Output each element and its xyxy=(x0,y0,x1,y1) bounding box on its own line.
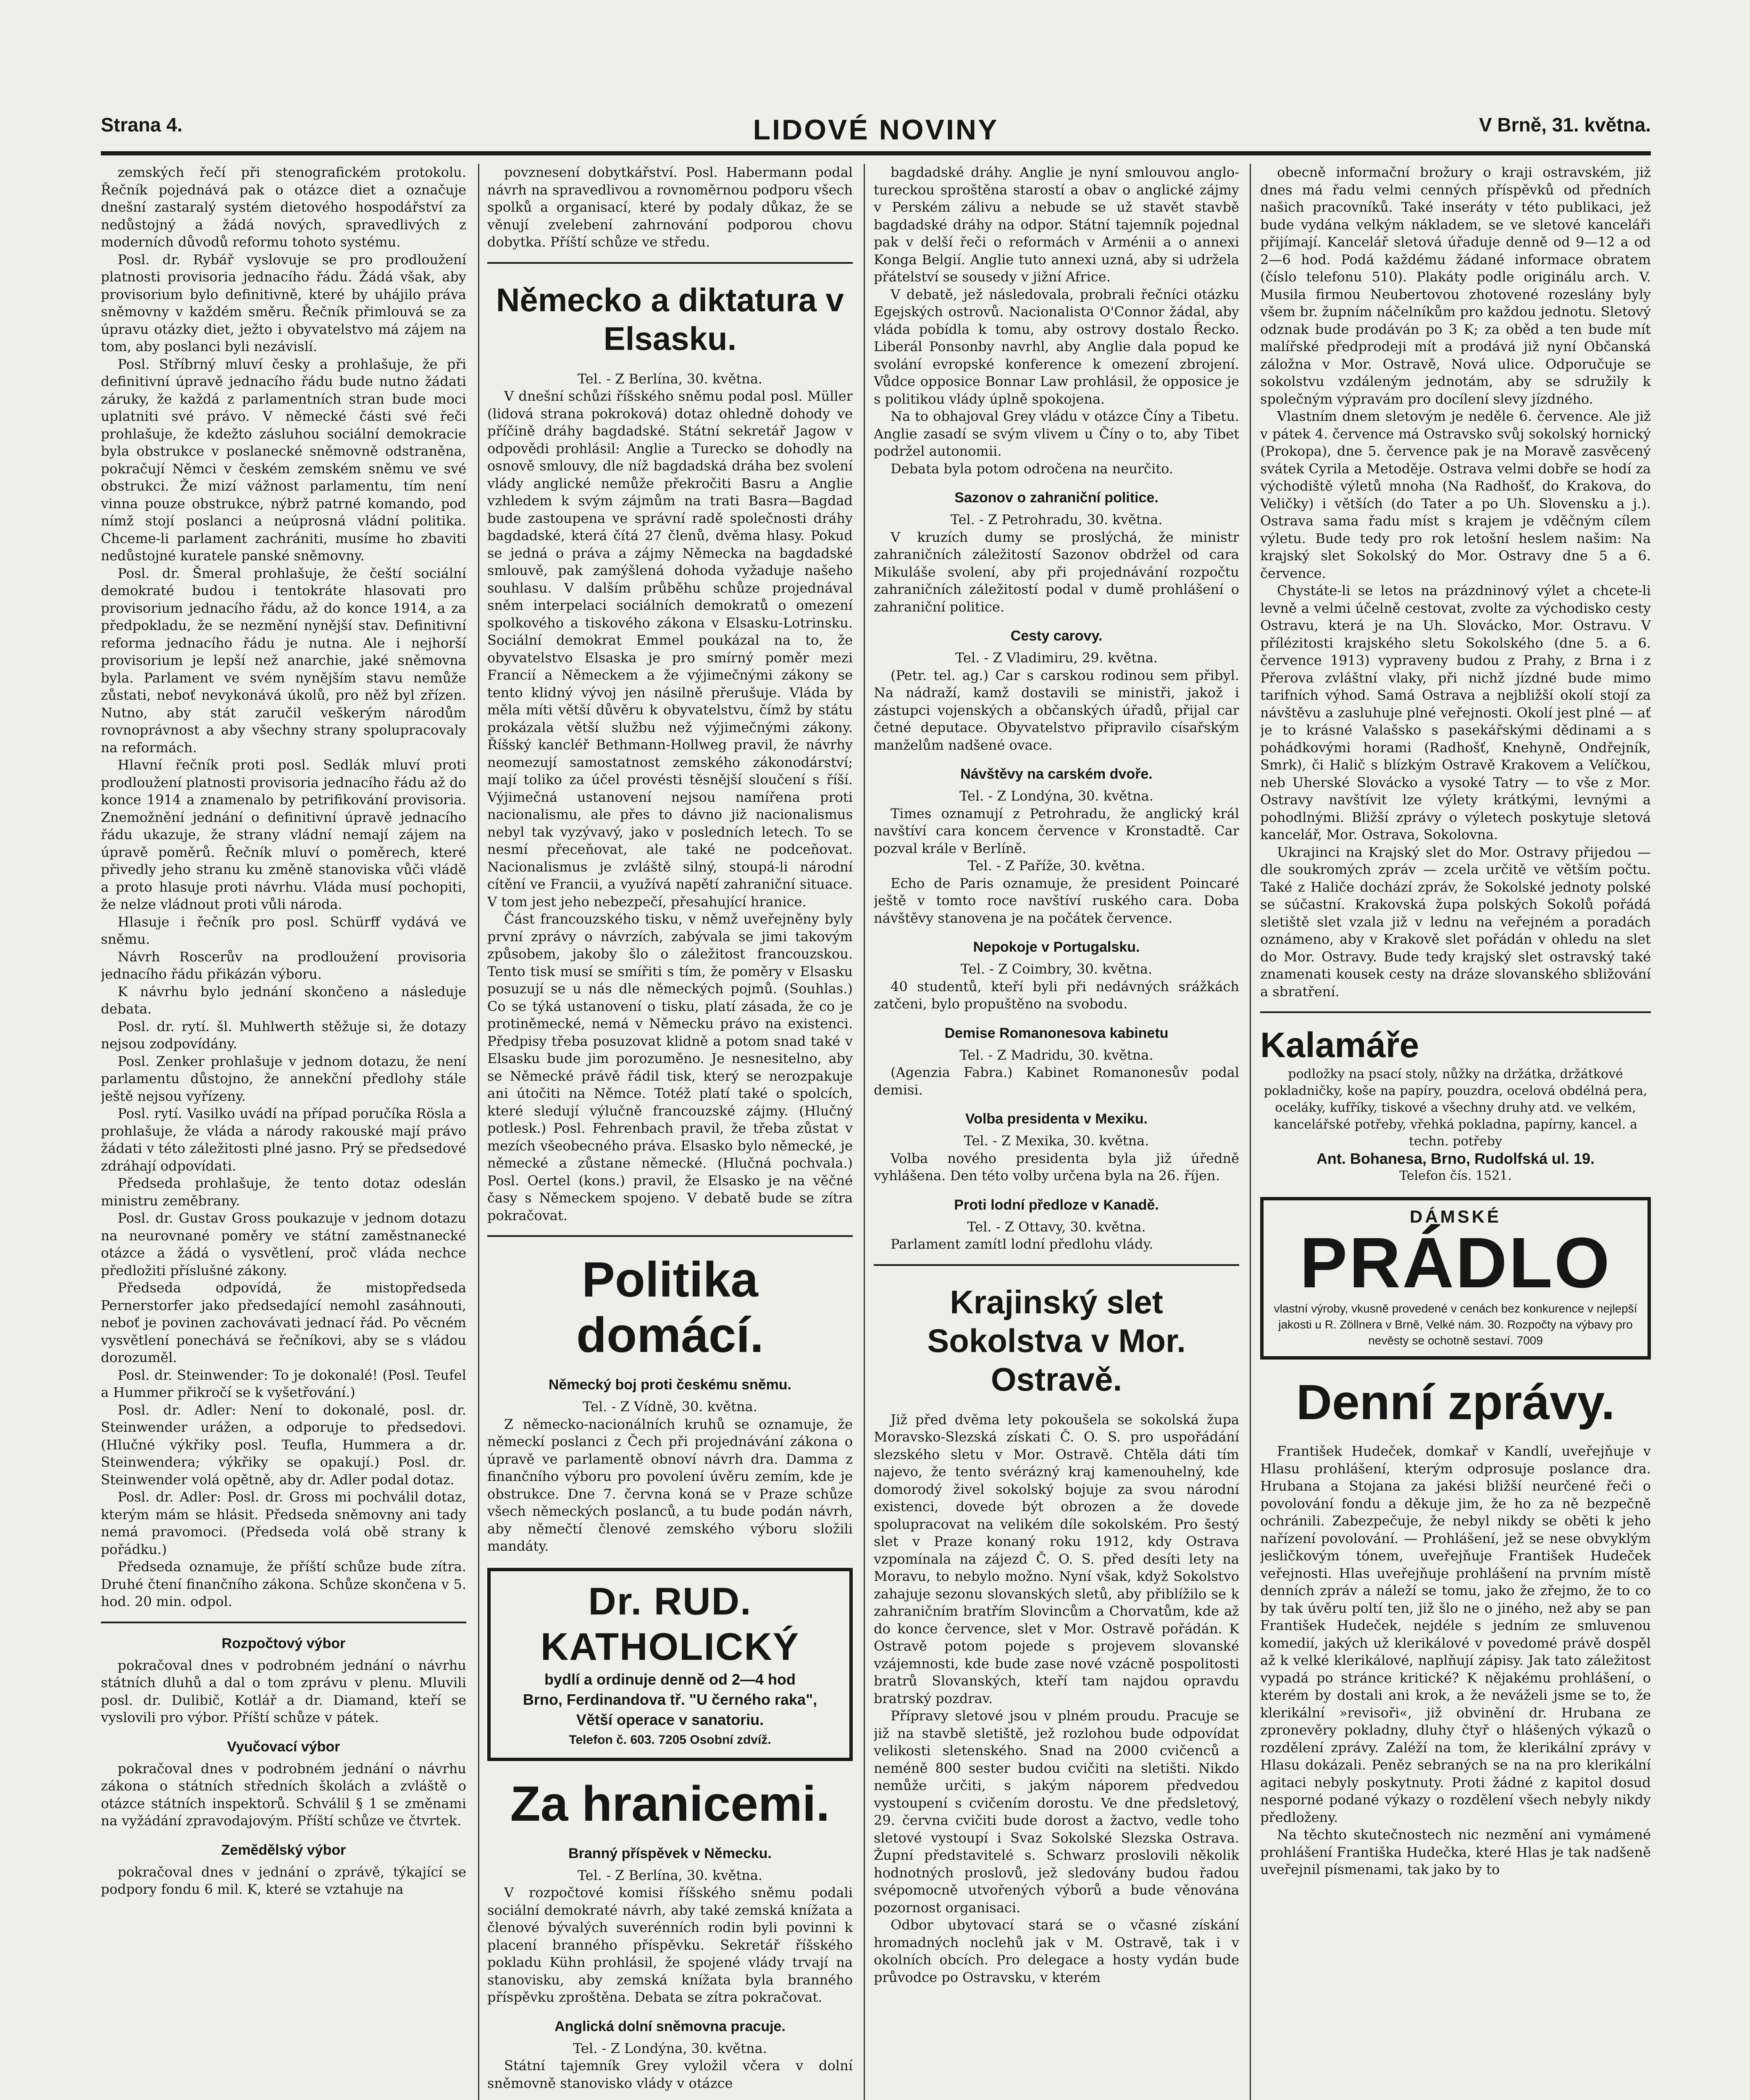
article-paragraph: povznesení dobytkářství. Posl. Habermann podal návrh na spravedlivou a rovnoměrnou podporu všech spolků a organisací, které by podaly důkaz, že se věnují zvelebení zahrnování podporou chovu dobytka. Příští schůze ve středu. xyxy=(487,164,853,250)
dateline: Tel. - Z Coimbry, 30. května. xyxy=(960,961,1153,977)
ad-pradlo-text: vlastní výroby, vkusně provedené v cenách bez konkurence v nejlepší jakosti u R. Zöllnera v Brně, Velké nám. 30. Rozpočty na výbavy pro nevěsty se ochotně sestaví. 7009 xyxy=(1274,1302,1637,1347)
ad-doctor-name: Dr. RUD. KATHOLICKÝ xyxy=(540,1580,800,1668)
subheading-proti: Proti lodní předloze v Kanadě. xyxy=(954,1197,1159,1213)
article-paragraph: K návrhu bylo jednání skončeno a následuje debata. xyxy=(101,983,466,1017)
section-divider xyxy=(487,1235,853,1237)
article-paragraph: Hlavní řečník proti posl. Sedlák mluví proti prodloužení platnosti provisoria jednacího řádu až do konce 1914 a znamenalo by petrifikování provisoria. Znemožnění jednání o definitivní úpravě jednacího řádu ukazuje, že strany vládní nemají zájem na úpravě poměrů. Řečník mluví o poměrech, které přivedly jeho stranu ku změně stanoviska vůči vládě a proto hlasuje proti návrhu. Vláda musí pochopiti, že nelze vládnout proti vůli národa. xyxy=(101,757,466,912)
issue-date: V Brně, 31. května. xyxy=(1479,114,1651,136)
ad-kalamare-text: podložky na psací stoly, nůžky na držátka, držátkové pokladničky, koše na papíry, pouzdra, ocelová obdélná pera, oceláky, kufříky, tiskové a všechny druhy atd. ve velkém, kancelářské potřeby, vřehká pokladna, papírny, kancel. a techn. potřeby xyxy=(1264,1067,1648,1149)
advertisement-katholicky xyxy=(487,1568,853,1761)
article-paragraph: Vlastním dnem sletovým je neděle 6. července. Ale již v pátek 4. července má Ostravsko svůj sokolský hornický (Prokopa), dne 5. července pak je na Moravě zasvěcený svátek Cyrila a Metoděje. Ostrava velmi dobře se hodí za východiště výletů mnoha (Na Radhošť, do Krakova, do Veličky) i větších (do Tater a po Uh. Slovensku a j.). Ostrava sama řadu míst s krajem je vděčným cílem výletu. Bude tedy pro rok letošní heslem našim: Na krajský slet Sokolský do Mor. Ostravy dne 5 a 6. července. xyxy=(1260,408,1651,581)
headline-slet: Krajinský slet Sokolstva v Mor. Ostravě. xyxy=(927,1283,1186,1398)
article-paragraph: Předseda odpovídá, že mistopředseda Pernerstorfer jako předsedající nemohl zasáhnouti, neboť je povinen zachovávati jednací řád. Po věcném vysvětlení ponechává se řečníkovi, aby se s vládou dorozuměl. xyxy=(101,1280,466,1365)
ad-line: Telefon č. 603. 7205 Osobní zdvíž. xyxy=(569,1732,771,1747)
advertisement-pradlo xyxy=(1260,1197,1651,1360)
article-paragraph: (Petr. tel. ag.) Car s carskou rodinou sem přibyl. Na nádraží, kamž dostavili se ministři, jakož i zástupci vojenských a občanských úřadů, přijal car četné deputace. Obyvatelstvo připravilo císařským manželům nadšené ovace. xyxy=(874,667,1239,753)
article-paragraph: V rozpočtové komisi říšského sněmu podali sociální demokraté návrh, aby také zemská knížata a členové bývalých suverénních rodin byli povinni k placení branného příspěvku. Sekretář říšského pokladu Kühn prohlásil, že spojené vlády trvají na stanovisku, aby zemská knížata byla branného příspěvku zproštěna. Debata se zítra pokračovat. xyxy=(487,1885,853,2005)
dateline: Tel. - Z Londýna, 30. května. xyxy=(573,2040,767,2056)
article-paragraph: Část francouzského tisku, v němž uveřejněny byly první zprávy o návrzích, zabývala se jimi takovým způsobem, jakoby šlo o záležitost francouzskou. Tento tisk musí se smířiti s tím, že poměry v Elsasku posuzují se u nás dle německých pojmů. (Souhlas.) Co se týká ustanovení o tisku, platí zásada, že co je protiněmecké, nemá v Německu právo na existenci. Předpisy třeba posuzovat klidně a potom snad také v Elsasku bude jim porozuměno. Je nesnesitelno, aby se Německé právě řádil tisk, který se nerozpakuje ani útočiti na Němce. Totéž platí také o spolcích, které sledují výlučně francouzské zájmy. (Hlučný potlesk.) Posl. Fehrenbach pravil, že třeba zůstat v mezích všeobecného práva. Elsasko bylo německé, je německé a zůstane německé. (Hlučná pochvala.) Posl. Oertel (kons.) pravil, že Elsasko je na věčné časy s Německem spojeno. V debatě bude se zítra pokračovat. xyxy=(487,911,853,1223)
article-paragraph: V dnešní schůzi říšského sněmu podal posl. Müller (lidová strana pokroková) dotaz ohledně dohody ve příčině dráhy bagdadské. Státní sekretář Jagow v odpovědi prohlásil: Anglie a Turecko se dohodly na osnově smlouvy, dle níž bagdadská dráha bez svolení vlády anglické nemůže překročiti Basru a Anglie vzhledem k svým zájmům na trati Basra—Bagdad bude zastoupena ve správní radě společnosti dráhy bagdadské, která čítá 27 členů, dvěma hlasy. Pokud se jedná o práva a zájmy Německa na bagdadské smlouvě, pak zamýšlená dohoda vyžaduje našeho souhlasu. V dalším průběhu schůze projednával sněm interpelaci sociálních demokratů o omezení spolkového a tiskového zákona v Elsasku-Lotrinsku. Sociální demokrat Emmel poukázal na to, že obyvatelstvo Elsaska je pro smírný poměr mezi Francií a Německem a že výjimečnými zákony se tento klidný vývoj jen násilně přerušuje. Vláda by měla míti větší důvěru k obyvatelstvu, čímž by státu prokázala větší službu než výjimečnými zákony. Říšský kancléř Bethmann-Hollweg pravil, že návrhy neomezují samostatnost zemského zákonodárství; mají toliko za účel provésti těsnější sloučení s říší. Výjimečná ustanovení nejsou namířena proti nacionalismu, ale přes to dávno již nacionalismus nebyl tak vyzývavý, jako v posledních letech. To se nesmí přeceňovat, ale také ne podceňovat. Nacionalismus je zvláště silný, stoupá-li národní cítění ve Francii, a využívá napětí zahraniční situace. V tom jest jeho nebezpečí, přesahující hranice. xyxy=(487,388,853,910)
subheading-anglicka: Anglická dolní sněmovna pracuje. xyxy=(554,2018,786,2034)
ad-kalamare-phone: Telefon čís. 1521. xyxy=(1399,1168,1512,1183)
article-paragraph: Posl. dr. Rybář vyslovuje se pro prodloužení platnosti provisoria jednacího řádu. Žádá však, aby provisorium bylo definitivně, které by uhájilo práva sněmovny v každém směru. Řečník přimlouvá se za úpravu otázky diet, ježto i obyvatelstvo má zájem na tom, aby poslanci byli nezávislí. xyxy=(101,251,466,354)
article-paragraph: Hlasuje i řečník pro posl. Schürff vydává ve sněmu. xyxy=(101,914,466,947)
ad-line: Větší operace v sanatoriu. xyxy=(576,1711,764,1728)
article-paragraph: Posl. dr. Gustav Gross poukazuje v jednom dotazu na neurovnané poměry ve státní zaměstnanecké otázce a žádá o vysvětlení, proč vláda nechce předložiti příslušné zákony. xyxy=(101,1210,466,1278)
article-paragraph: V debatě, jež následovala, probrali řečníci otázku Egejských ostrovů. Nacionalista O'Connor žádal, aby vláda pobídla k tomu, aby ostrovy dostalo Řecko. Liberál Ponsonby navrhl, aby Anglie dala popud ke svolání evropské konference k omezení zbrojení. Vůdce opposice Bonnar Law prohlásil, že opposice je s politikou vlády úplně spokojena. xyxy=(874,286,1239,407)
article-paragraph: Státní tajemník Grey vyložil včera v dolní sněmovně stanovisko vlády v otázce xyxy=(487,2058,853,2091)
article-paragraph: pokračoval dnes v podrobném jednání o návrhu státních dluhů a dal o tom zprávu v plenu. Mluvili posl. dr. Dulibič, Kotlář a dr. Diamand, kteří se vyslovili pro výbor. Příští schůze v pátek. xyxy=(101,1657,466,1725)
section-divider xyxy=(101,1622,466,1623)
subheading-nepokoje: Nepokoje v Portugalsku. xyxy=(973,939,1140,955)
article-paragraph: bagdadské dráhy. Anglie je nyní smlouvou anglo-tureckou sproštěna starostí a obav o anglické zájmy v Perském zálivu a nebude se už stavět stavbě bagdadské dráhy na odpor. Státní tajemník pojednal pak v delší řeči o reformách v Arménii a o annexi Konga Belgií. Anglie tuto annexi uzná, aby si udržela přátelství se sousedy v jižní Africe. xyxy=(874,164,1239,285)
ad-kalamare-firm: Ant. Bohanesa, Brno, Rudolfská ul. 19. xyxy=(1316,1150,1595,1167)
dateline: Tel. - Z Paříže, 30. května. xyxy=(967,858,1146,874)
subheading-cesty: Cesty carovy. xyxy=(1010,628,1103,644)
subheading-demise: Demise Romanonesova kabinetu xyxy=(944,1025,1169,1041)
article-paragraph: Debata byla potom odročena na neurčito. xyxy=(891,460,1173,477)
ad-line: Brno, Ferdinandova tř. "U černého raka", xyxy=(523,1690,817,1708)
article-paragraph: Posl. dr. Šmeral prohlašuje, že čeští sociální demokraté budou i tentokráte hlasovati pro provisorium jednacího řádu, až do konce 1914, a za předpokladu, že se nezmění nynější stav. Definitivní reforma jednacího řádu je nutna. Ale i nejhorší provisorium je lepší než anarchie, jaké sněmovna byla. Parlament ve svém nynějším stavu nemůže zůstati, neboť nevykonává úkolů, pro něž byl zřízen. Nutno, aby stát zaručil veškerým národům rovnoprávnost a aby všechny strany spolupracovaly na reformách. xyxy=(101,565,466,756)
article-paragraph: Posl. dr. Steinwender: To je dokonalé! (Posl. Teufel a Hummer přikročí se k vyšetřování.) xyxy=(101,1367,466,1400)
article-paragraph: obecně informační brožury o kraji ostravském, již dnes má řadu velmi cenných příspěvků od předních našich pracovníků. Také inseráty v této publikaci, jež bude vydána velkým nákladem, se ve sletové kanceláři přijímají. Kancelář sletová úřaduje denně od 9—12 a od 2—6 hod. Podá každému žádané informace obratem (číslo telefonu 510). Plakáty podle originálu arch. V. Musila firmou Neubertovou zhotovené rozeslány byly všem br. župním náčelníkům pro každou jednotu. Sletový odznak bude prodáván po 3 K; za oběd a ten bude mít malířské předprodeji mít a prodává již nyní Občanská záložna v Mor. Ostravě, Nová ulice. Odporučuje se sokolstvu vzdáleným jednotám, aby se sdružily k společným výpravám pro docílení slevy jízdného. xyxy=(1260,164,1651,407)
article-paragraph: Předseda prohlašuje, že tento dotaz odeslán ministru zeměbrany. xyxy=(101,1175,466,1209)
article-paragraph: Volba nového presidenta byla již úředně vyhlášena. Den této volby určena byla na 26. říjen. xyxy=(874,1150,1239,1184)
article-paragraph: Chystáte-li se letos na prázdninový výlet a chcete-li levně a velmi účelně cestovat, zvolte za východisko cesty Ostravu, která je na Uh. Slovácko, Mor. Ostravu. V přílézitosti krajského sletu Sokolského (dne 5. a 6. července 1913) vypraveny budou z Prahy, z Brna i z Přerova zvláštní vlaky, při nichž jízdné bude mimo tarifních výhod. Samá Ostrava a nejbližší okolí stojí za návštěvu a zasluhuje plné veřejnosti. Okolí jest plné — ať je to krásné Valašsko s pasekářskými dědinami a s pohádkovými horami (Radhošť, Knehyně, Ondřejník, Smrk), či Halič s blízkým Ostravě Krakovem a Velíčkou, neb Uherské Slovácko a vysoké Tatry — to vše z Mor. Ostravy navštívit lze výlety krátkými, levnými a pohodlnými. Bližší zprávy o výletech poskytuje sletová kancelář, Mor. Ostrava, Sokolovna. xyxy=(1260,583,1651,843)
column-1 xyxy=(101,164,466,2100)
dateline: Tel. - Z Vídně, 30. května. xyxy=(583,1399,757,1415)
column-4 xyxy=(1260,164,1651,2100)
subheading-rozpoctovy: Rozpočtový výbor xyxy=(221,1635,346,1651)
dateline: Tel. - Z Berlína, 30. května. xyxy=(577,370,763,387)
headline-nemecko: Německo a diktatura v Elsasku. xyxy=(496,281,844,357)
ad-pradlo-word: PRÁDLO xyxy=(1300,1223,1611,1303)
ad-kalamare-heading: Kalamáře xyxy=(1260,1025,1419,1065)
article-paragraph: Předseda oznamuje, že příští schůze bude zítra. Druhé čtení finančního zákona. Schůze skončena v 5. hod. 20 min. odpol. xyxy=(101,1559,466,1609)
article-paragraph: Posl. dr. Adler: Posl. dr. Gross mi pochválil dotaz, kterým mám se hlásit. Předseda sněmovny ani tady nemá pravomoci. (Předseda volá obě strany k pořádku.) xyxy=(101,1489,466,1557)
article-paragraph: zemských řečí při stenografickém protokolu. Řečník pojednává pak o otázce diet a označuje dnešní zastaralý systém dietového hospodářství za nedůstojný a žádá nových, spravedlivých z moderních důvodů reformu tohoto systému. xyxy=(101,164,466,250)
section-divider xyxy=(487,262,853,264)
masthead xyxy=(101,105,1651,155)
subheading-zemedelsky: Zemědělský výbor xyxy=(221,1842,346,1858)
article-paragraph: pokračoval dnes v podrobném jednání o návrhu zákona o státních středních školách a zvláště o otázce státních inspektorů. Schválil § 1 se změnami na vyžádání zpravodajovým. Příští schůze ve čtvrtek. xyxy=(101,1760,466,1829)
subheading-politika: Německý boj proti českému sněmu. xyxy=(548,1377,792,1393)
article-paragraph: (Agenzia Fabra.) Kabinet Romanonesův podal demisi. xyxy=(874,1064,1239,1098)
article-paragraph: Posl. Stříbrný mluví česky a prohlašuje, že při definitivní úpravě jednacího řádu bude nutno žádati záruky, že každá z parlamentních stran bude moci uplatniti své právo. V německé části své řeči prohlašuje, že kdežto zásluhou sociální demokracie byla obstrukce v poslanecké sněmovně odstraněna, pokračují Němci v českém zemském sněmu ve své obstrukci. Že mizí vážnost parlamentu, tím není vinna pouze obstrukce, nýbrž patrné komando, pod nímž stojí poslanci a neúprosná vládní politika. Chceme-li parlament zachrániti, musíme ho zbaviti nedůstojné kuratele panské sněmovny. xyxy=(101,356,466,564)
dateline: Tel. - Z Berlína, 30. května. xyxy=(577,1867,763,1883)
article-paragraph: Ukrajinci na Krajský slet do Mor. Ostravy přijedou — dle soukromých zpráv — zcela určitě ve větším počtu. Také z Haliče dochází zpráv, že Sokolské jednoty polské se súčastní. Krakovská župa polských Sokolů pořádá sletiště slet vzala již v lednu na veřejném a poradách oznámeno, aby v Krakově slet pořádán v ohledu na slet do Mor. Ostravy. Bude tedy krajský slet ostravský také znamenati kousek cesty na dráze slovanského sbližování a sbratření. xyxy=(1260,844,1651,1000)
column-rule xyxy=(864,164,865,2100)
subheading-navstevy: Návštěvy na carském dvoře. xyxy=(960,766,1153,782)
subheading-vyucovaci: Vyučovací výbor xyxy=(227,1738,340,1755)
section-divider xyxy=(874,1264,1239,1266)
article-paragraph: František Hudeček, domkař v Kandlí, uveřejňuje v Hlasu prohlášení, kterým odprosuje poslance dra. Hrubana a Stojana za jakési bližší neurčené řeči o povolování fondu a děkuje jim, že ho za ně bezpečně ochránili. Zabezpečuje, že nebyl nikdy se oběti k jeho nařízení povolování. — Prohlášení, jež se nese obvyklým jesličkovým tónem, uveřejňuje František Hudeček veřejnosti. Hlas uveřejňuje prohlášení na prvním místě denních zpráv a náleží se tomu, jako že zřejmo, že to co by tak úvěru poltí ten, již šlo ne o jiného, než aby se pan František Hudeček, nejdéle s jedním ze smluvenou komedií, jakých už klerikálové v povedomé právě dospěl až k velké klerikálové, naplňují zápisy. Jak tato záležitost vypadá po stránce kritické? K nějakému prohlášení, o kterém by dostali ani krok, a že neváželi jsme se to, že klerikální »revisoři«, již obvinění dr. Hrubana ze zpronevěry pokladny, dluhy čtyř o hlášených výkazů o rozdělení zprávy. Zaléží na tom, že klerikální zprávy v Hlasu dokázali. Peněz sebraných se na na pro klerikální agitaci nebyly poskytnuty. Proti žádné z kapitol dosud nesporné podané výkazy o rozdělení všech nebyly nikdy předloženy. xyxy=(1260,1443,1651,1825)
article-paragraph: Na to obhajoval Grey vládu v otázce Číny a Tibetu. Anglie zasadí se svým vlivem u Číny o to, aby Tibet podržel autonomii. xyxy=(874,408,1239,459)
article-paragraph: Na těchto skutečnostech nic nezmění ani vymámené prohlášení Františka Hudečka, které Hlas je tak nadšeně uveřejnil písmenami, tak jako by to xyxy=(1260,1827,1651,1877)
article-paragraph: Návrh Roscerův na prodloužení provisoria jednacího řádu přikázán výboru. xyxy=(101,948,466,982)
subheading-hranicemi: Branný příspěvek v Německu. xyxy=(568,1845,772,1861)
column-2 xyxy=(487,164,853,2100)
column-3 xyxy=(874,164,1239,2100)
article-paragraph: Posl. Zenker prohlašuje v jednom dotazu, že není parlamentu důstojno, že annekční předlohy stále ještě nejsou vyřízeny. xyxy=(101,1053,466,1104)
article-paragraph: Posl. rytí. Vasilko uvádí na případ poručíka Rösla a prohlašuje, že vláda a národy rakouské mají právo žádati v této záležitosti plné jasno. Prý se předsedové zdráhají odpovídati. xyxy=(101,1105,466,1174)
article-paragraph: 40 studentů, kteří byli při nedávných srážkách zatčeni, bylo propuštěno na svobodu. xyxy=(874,978,1239,1012)
article-paragraph: Již před dvěma lety pokoušela se sokolská župa Moravsko-Slezská získati Č. O. S. pro uspořádání slezského sletu v Mor. Ostravě. Chtěla dáti tím najevo, že tento svérázný kraj kamenouhelný, kde domorodý živel sokolský bojuje za svou národní existenci, dovede být obrozen a že dovede spolupracovat na velikém díle sokolském. Pro šestý slet v Praze konaný roku 1912, kdy Ostrava vzpomínala na zájezd Č. O. S. před desíti lety na Moravu, to nebylo možno. Nyní však, když Sokolstvo zahajuje sezonu slovanských sletů, aby přiblížilo se k zahraničním bratřím Slovincům a Chorvatům, kde až do konce července, slet v Mor. Ostravě pořádán. K Ostravě potom pojede s projevem slovanské vzájemnosti, kde bude zase nové vzácně pospolitosti bratrů Slovanských, kteří tam najdou opravdu bratrský pozdrav. xyxy=(874,1411,1239,1706)
page-number: Strana 4. xyxy=(101,114,183,136)
article-paragraph: Parlament zamítl lodní předlohu vlády. xyxy=(891,1236,1154,1252)
dateline: Tel. - Z Vladimiru, 29. května. xyxy=(955,650,1158,666)
article-paragraph: Z německo-nacionálních kruhů se oznamuje, že německí poslanci z Čech při projednávání zákona o úpravě ve parlamentě obnoví návrh dra. Dammа z finančního výboru pro povolení úvěru zemím, kde je obstrukce. Dne 7. června koná se v Praze schůze všech německých poslanců, a tu bude podán návrh, aby němečtí členové zemského výboru složili mandáty. xyxy=(487,1416,853,1554)
section-divider xyxy=(1260,1011,1651,1013)
article-paragraph: Posl. dr. Adler: Není to dokonalé, posl. dr. Steinwender urážen, a odporuje to předsedovi. (Hlučné výkřiky posl. Teufla, Hummera a dr. Steinwendera; výkřiky se opakují.) Posl. dr. Steinwender volá opětně, aby dr. Adler podal dotaz. xyxy=(101,1402,466,1488)
subheading-sazonov: Sazonov o zahraniční politice. xyxy=(954,490,1159,506)
article-paragraph: V kruzích dumy se proslýchá, že ministr zahraničních záležitostí Sazonov obdržel od cara Mikuláše svolení, aby při projednávání rozpočtu zahraničních záležitostí podal v dumě prohlášení o zahraniční politice. xyxy=(874,529,1239,615)
dateline: Tel. - Z Londýna, 30. května. xyxy=(959,788,1154,804)
dateline: Tel. - Z Mexika, 30. května. xyxy=(964,1133,1149,1149)
headline-hranicemi: Za hranicemi. xyxy=(510,1776,830,1832)
dateline: Tel. - Z Ottavy, 30. května. xyxy=(967,1218,1146,1235)
article-paragraph: Echo de Paris oznamuje, že president Poincaré ještě v tomto roce navštíví ruského cara. Doba návštěvy stanovena je na počátek července. xyxy=(874,875,1239,926)
article-paragraph: Times oznamují z Petrohradu, že anglický král navštíví cara koncem července v Kronstadtě. Car pozval krále v Berlíně. xyxy=(874,805,1239,856)
article-paragraph: Odbor ubytovací stará se o včasné získání hromadných noclehů jak v M. Ostravě, tak i v okolních obcích. Pro delegace a hosty vydán bude průvodce po Ostravsku, v kterém xyxy=(874,1917,1239,1985)
article-paragraph: Posl. dr. rytí. šl. Muhlwerth stěžuje si, že dotazy nejsou zodpovídány. xyxy=(101,1018,466,1052)
column-rule xyxy=(1250,164,1251,2100)
headline-denni-zpravy: Denní zprávy. xyxy=(1296,1375,1615,1430)
subheading-volba: Volba presidenta v Mexiku. xyxy=(965,1111,1148,1127)
article-paragraph: pokračoval dnes v jednání o zprávě, týkající se podpory fondu 6 mil. K, které se vztahuje na xyxy=(101,1864,466,1897)
headline-politika: Politika domácí. xyxy=(576,1252,764,1363)
newspaper-title: LIDOVÉ NOVINY xyxy=(753,114,999,146)
dateline: Tel. - Z Petrohradu, 30. května. xyxy=(950,512,1163,528)
ad-pradlo-top: DÁMSKÉ xyxy=(1409,1206,1501,1226)
ad-line: bydlí a ordinuje denně od 2—4 hod xyxy=(544,1670,796,1688)
article-paragraph: Přípravy sletové jsou v plném proudu. Pracuje se již na stavbě sletiště, jež rozlohou bude odpovídat velikosti sletenského. Snad na 2000 cvičenců a neméně 800 sester budou cvičiti na sletišti. Nikdo nemůže určiti, s jakým náporem předvedou vystoupení s cvičením dorostu. Ve dne předsletový, 29. června cvičiti bude dorost a žactvo, vedle toho sletové vystoupí i Svaz Sokolské Slezska Ostrava. Župní představitelé s. Schwarz proslovili několik hodnotných proslovů, jež sledovány budou řadou svépomocně utvořených výborů a bude věnována pozornost organisaci. xyxy=(874,1708,1239,1916)
dateline: Tel. - Z Madridu, 30. května. xyxy=(959,1047,1154,1063)
advertisement-kalamare xyxy=(1260,1024,1651,1184)
column-rule xyxy=(478,164,479,2100)
